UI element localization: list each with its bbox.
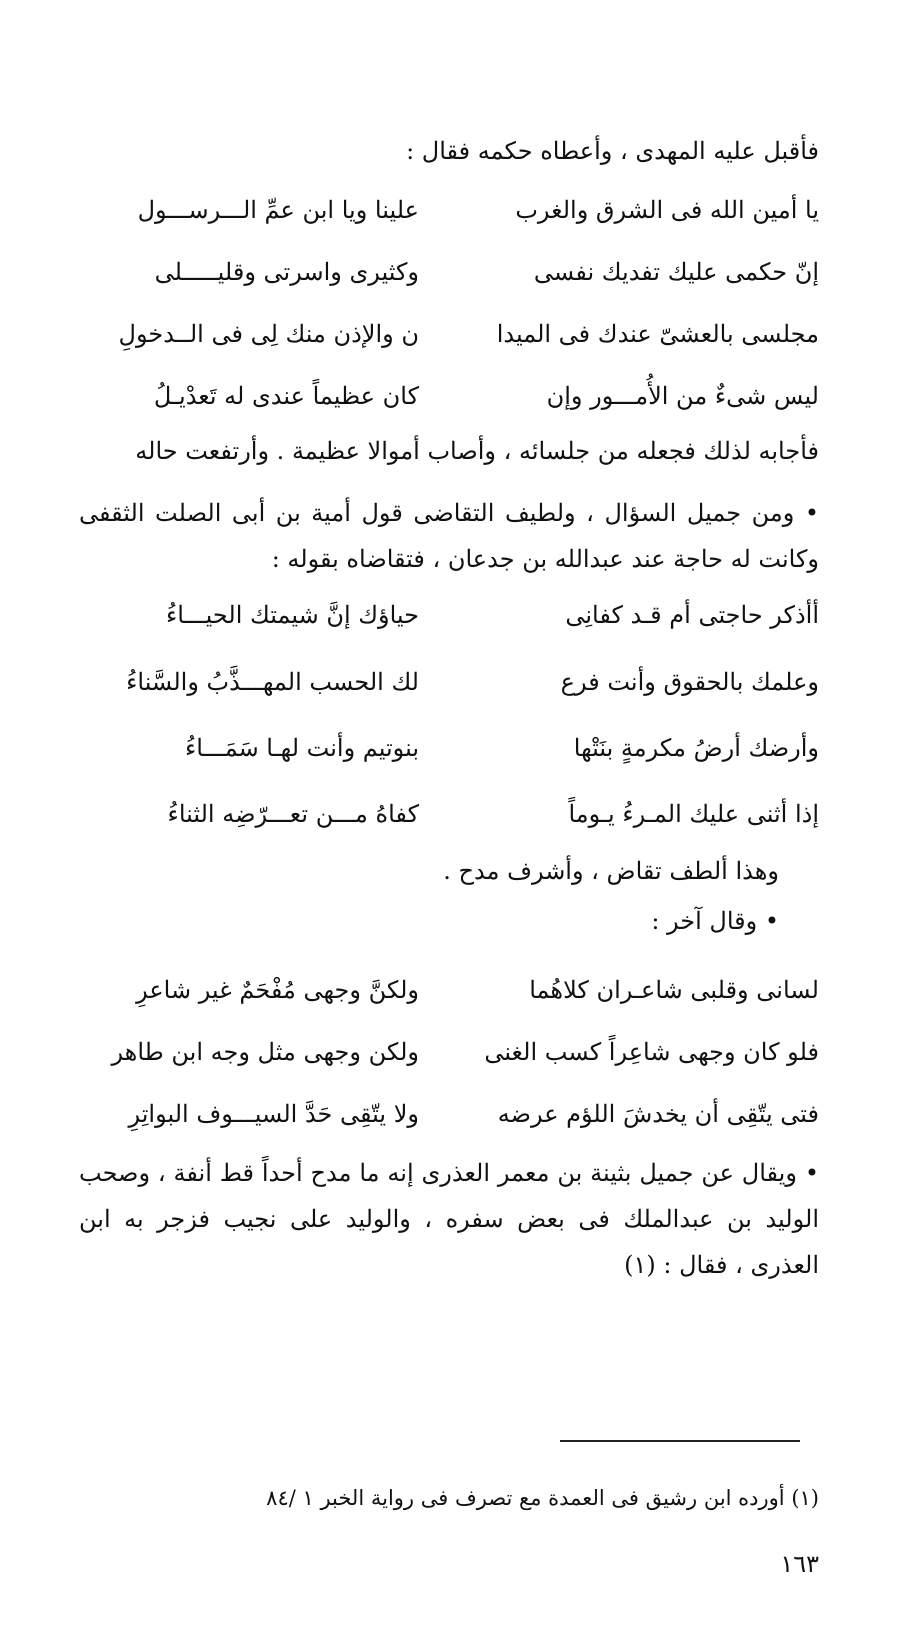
verse-second-hemistich: ولكنَّ وجهى مُفْحَمٌ غير شاعرِ [136,976,419,1004]
verse-second-hemistich: حياؤك إنَّ شيمتك الحيـــاءُ [165,601,419,629]
verse-first-hemistich: وعلمك بالحقوق وأنت فرع [560,668,819,696]
footnote: (١) أورده ابن رشيق فى العمدة مع تصرف فى رواية الخبر ١ /٨٤ [266,1486,819,1510]
poem-verse [79,585,819,645]
verse-second-hemistich: كفاهُ مـــن تعـــرّضِه الثناءُ [167,800,419,828]
paragraph-umayya: • ومن جميل السؤال ، ولطيف التقاضى قول أمية بن أبى الصلت الثقفى وكانت له حاجة عند عبدالله بن جدعان ، فتقاضاه بقوله : [79,499,819,573]
paragraph-jamil: • ويقال عن جميل بثينة بن معمر العذرى إنه ما مدح أحداً قط أنفة ، وصحب الوليد بن عبدالملك فى بعض سفره ، والوليد على نجيب فزجر به ابن العذرى ، فقال : (١) [79,1159,819,1279]
verse-first-hemistich: إنّ حكمى عليك تفديك نفسى [533,258,819,286]
verse-first-hemistich: لسانى وقلبى شاعـران كلاهُما [529,976,819,1004]
verse-first-hemistich: مجلسى بالعشىّ عندك فى الميدا [496,320,819,348]
verse-second-hemistich: كان عظيماً عندى له تَعدْيـلُ [153,382,419,410]
verse-second-hemistich: علينا ويا ابن عمِّ الـــرســـول [137,196,419,224]
verse-first-hemistich: وأرضك أرضُ مكرمةٍ بنَتْها [573,734,819,762]
poem-verse [79,1084,819,1144]
poem-verse [79,366,819,426]
page-number: ١٦٣ [780,1550,819,1578]
poem-verse [79,180,819,240]
poem-verse [79,652,819,712]
footnote-divider [560,1440,800,1442]
verse-second-hemistich: لك الحسب المهـــذَّبُ والسَّناءُ [126,668,419,696]
commentary-line: وهذا ألطف تقاض ، وأشرف مدح . [443,857,779,885]
verse-second-hemistich: وكثيرى واسرتى وقليـــــلى [154,258,419,286]
verse-second-hemistich: بنوتيم وأنت لهـا سَمَـــاءُ [185,734,419,762]
poem-verse [79,1022,819,1082]
poem-verse [79,784,819,844]
poem-verse [79,960,819,1020]
verse-second-hemistich: ن والإذن منك لِى فى الــدخولِ [118,320,419,348]
verse-first-hemistich: إذا أثنى عليك المـرءُ يـوماً [568,800,819,828]
poem-verse [79,304,819,364]
narrative-line: فأجابه لذلك فجعله من جلسائه ، وأصاب أموالا عظيمة . وأرتفعت حاله [135,437,819,465]
poem-verse [79,718,819,778]
verse-second-hemistich: ولا يتّقِى حَدَّ السيـــوف البواتِرِ [128,1100,419,1128]
verse-first-hemistich: ليس شىءٌ من الأُمـــور وإن [546,382,819,410]
verse-first-hemistich: أأذكر حاجتى أم قـد كفانِى [565,601,819,629]
intro-line: فأقبل عليه المهدى ، وأعطاه حكمه فقال : [406,137,819,165]
verse-first-hemistich: يا أمين الله فى الشرق والغرب [515,196,819,224]
verse-second-hemistich: ولكن وجهى مثل وجه ابن طاهر [111,1038,419,1066]
verse-first-hemistich: فلو كان وجهى شاعِراً كسب الغنى [484,1038,819,1066]
another-poet-line: • وقال آخر : [651,907,779,935]
verse-first-hemistich: فتى يتّقِى أن يخدشَ اللؤم عرضه [497,1100,819,1128]
poem-verse [79,242,819,302]
